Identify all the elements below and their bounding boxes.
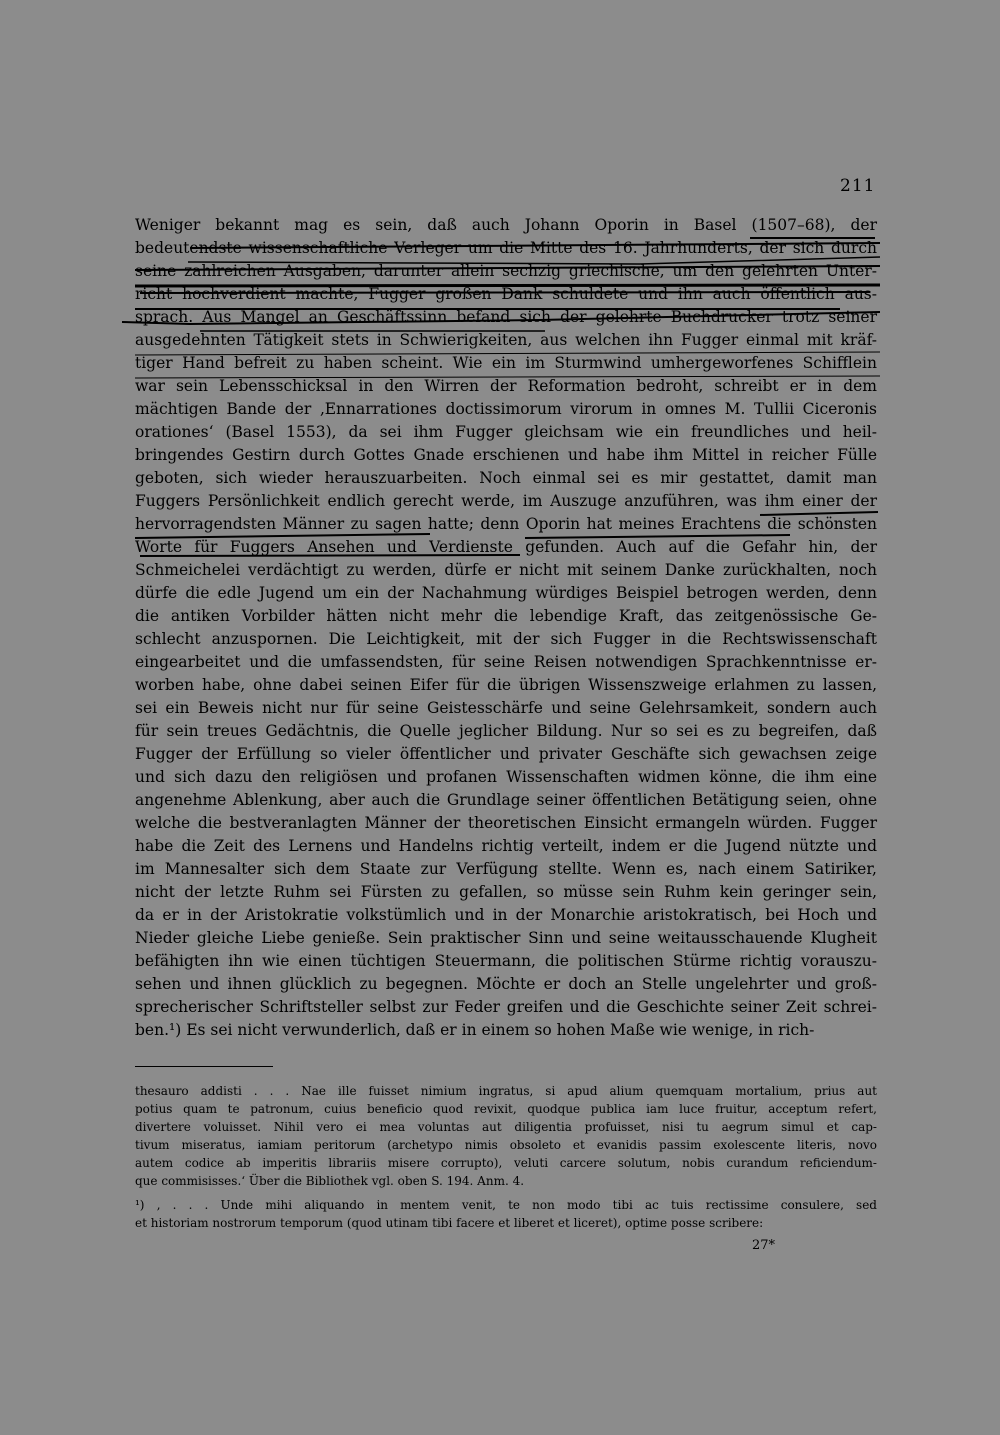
text-line: war sein Lebensschicksal in den Wirren der Reformation bedroht, schreibt er in dem [135,377,877,395]
text-line: Nieder gleiche Liebe genieße. Sein praktischer Sinn und seine weitausschauende Klugheit [135,929,877,947]
text-line: sei ein Beweis nicht nur für seine Geistesschärfe und seine Gelehrsamkeit, sondern auch [135,699,877,717]
text-line: und sich dazu den religiösen und profanen Wissenschaften widmen könne, die ihm eine [135,768,877,786]
footnote-line: et historiam nostrorum temporum (quod utinam tibi facere et liberet et liceret), optime posse scribere: [135,1216,764,1230]
footnote-rule [135,1066,273,1067]
footnote-line: tivum miseratus, iamiam peritorum (archetypo nimis obsoleto et evanidis passim exolescente literis, novo [135,1138,877,1152]
text-line: Weniger bekannt mag es sein, daß auch Johann Oporin in Basel (1507–68), der [135,216,877,234]
footnote-line: ¹) ‚ . . . Unde mihi aliquando in mentem venit, te non modo tibi ac tuis rectissime consulere, sed [135,1198,877,1212]
footnote-line: que commisisses.‘ Über die Bibliothek vgl. oben S. 194. Anm. 4. [135,1174,525,1188]
text-line: für sein treues Gedächtnis, die Quelle jeglicher Bildung. Nur so sei es zu begreifen, daß [135,722,877,740]
text-line: die antiken Vorbilder hätten nicht mehr die lebendige Kraft, das zeitgenössische Ge- [135,607,877,625]
text-line: worben habe, ohne dabei seinen Eifer für die übrigen Wissenszweige erlahmen zu lassen, [135,676,877,694]
footnote-line: thesauro addisti . . . Nae ille fuisset nimium ingratus, si apud alium quemquam mortalium, prius aut [135,1084,877,1098]
text-line: Fuggers Persönlichkeit endlich gerecht werde, im Auszuge anzuführen, was ihm einer der [135,492,877,510]
footnote-continuation [135,1082,877,1190]
text-line: Schmeichelei verdächtigt zu werden, dürfe er nicht mit seinem Danke zurückhalten, noch [135,561,877,579]
footnote-line: autem codice ab imperitis librariis misere corrupto), veluti carcere solutum, nobis curandum reficiendum- [135,1156,877,1170]
footnotes [135,1082,877,1232]
text-line: orationes‘ (Basel 1553), da sei ihm Fugger gleichsam wie ein freundliches und heil- [135,423,877,441]
text-line: bringendes Gestirn durch Gottes Gnade erschienen und habe ihm Mittel in reicher Fülle [135,446,877,464]
text-line: richt hochverdient machte, Fugger großen Dank schuldete und ihn auch öffentlich aus- [135,285,877,303]
text-line: hervorragendsten Männer zu sagen hatte; denn Oporin hat meines Erachtens die schönsten [135,515,877,533]
text-line: da er in der Aristokratie volkstümlich und in der Monarchie aristokratisch, bei Hoch und [135,906,877,924]
text-line: mächtigen Bande der ‚Ennarrationes doctissimorum virorum in omnes M. Tullii Ciceronis [135,400,877,418]
footnote-line: potius quam te patronum, cuius beneficio quod revixit, quodque publica iam luce fruitur, acceptum refert, [135,1102,877,1116]
text-line: tiger Hand befreit zu haben scheint. Wie ein im Sturmwind umhergeworfenes Schifflein [135,354,877,372]
text-line: geboten, sich wieder herauszuarbeiten. Noch einmal sei es mir gestattet, damit man [135,469,877,487]
footnote-1 [135,1196,877,1232]
text-line: sprach. Aus Mangel an Geschäftssinn befand sich der gelehrte Buchdrucker trotz seiner [135,308,877,326]
text-line: sprecherischer Schriftsteller selbst zur Feder greifen und die Geschichte seiner Zeit schrei- [135,998,877,1016]
text-line: sehen und ihnen glücklich zu begegnen. Möchte er doch an Stelle ungelehrter und groß- [135,975,877,993]
text-line: angenehme Ablenkung, aber auch die Grundlage seiner öffentlichen Betätigung seien, ohne [135,791,877,809]
text-line: nicht der letzte Ruhm sei Fürsten zu gefallen, so müsse sein Ruhm kein geringer sein, [135,883,877,901]
text-line: ausgedehnten Tätigkeit stets in Schwierigkeiten, aus welchen ihn Fugger einmal mit kräf- [135,331,877,349]
footnote-line: divertere voluisset. Nihil vero ei mea voluntas aut diligentia profuisset, nisi tu aegrum simul et cap- [135,1120,877,1134]
text-line: im Mannesalter sich dem Staate zur Verfügung stellte. Wenn es, nach einem Satiriker, [135,860,877,878]
text-line: welche die bestveranlagten Männer der theoretischen Einsicht ermangeln würden. Fugger [135,814,877,832]
text-line: ben.¹) Es sei nicht verwunderlich, daß er in einem so hohen Maße wie wenige, in rich- [135,1021,815,1039]
page-number: 211 [840,176,876,196]
text-line: befähigten ihn wie einen tüchtigen Steuermann, die politischen Stürme richtig vorauszu- [135,952,877,970]
text-line: Worte für Fuggers Ansehen und Verdienste gefunden. Auch auf die Gefahr hin, der [135,538,877,556]
text-line: seine zahlreichen Ausgaben, darunter allein sechzig griechische, um den gelehrten Unter- [135,262,877,280]
text-line: Fugger der Erfüllung so vieler öffentlicher und privater Geschäfte sich gewachsen zeige [135,745,877,763]
text-line: schlecht anzuspornen. Die Leichtigkeit, mit der sich Fugger in die Rechtswissenschaft [135,630,877,648]
text-line: habe die Zeit des Lernens und Handelns richtig verteilt, indem er die Jugend nützte und [135,837,877,855]
signature-mark: 27* [752,1238,776,1253]
main-text [135,214,877,1042]
text-line: bedeutendste wissenschaftliche Verleger um die Mitte des 16. Jahrhunderts, der sich durch [135,239,877,257]
text-line: eingearbeitet und die umfassendsten, für seine Reisen notwendigen Sprachkenntnisse er- [135,653,877,671]
text-line: dürfe die edle Jugend um ein der Nachahmung würdiges Beispiel betrogen werden, denn [135,584,877,602]
